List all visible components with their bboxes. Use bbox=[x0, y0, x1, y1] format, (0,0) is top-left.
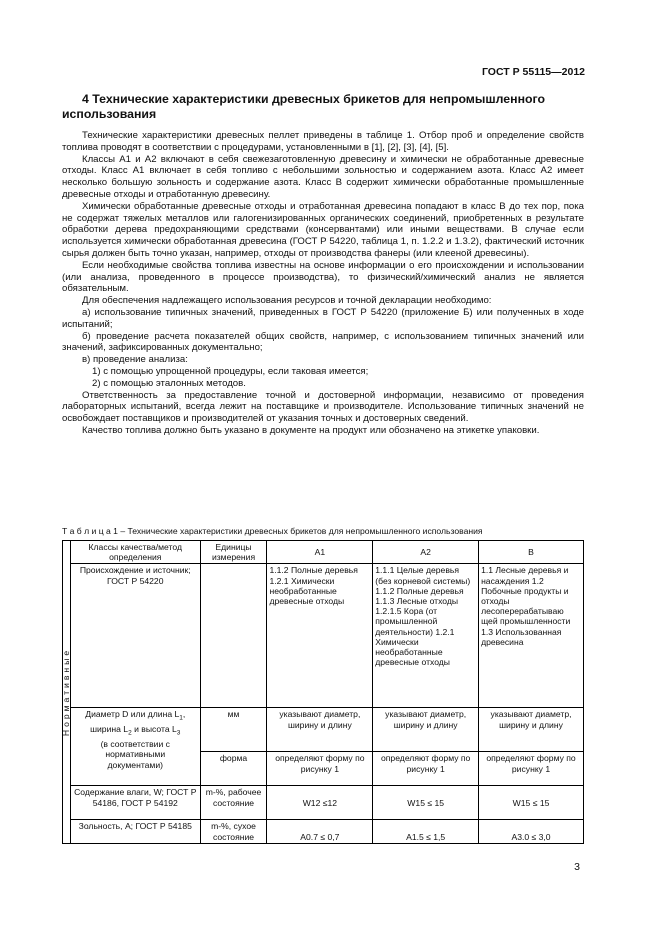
section-title: 4 Технические характеристики древесных брикетов для непромышленного использования bbox=[62, 92, 545, 121]
dimensions-a2-mm: указывают диаметр, ширину и длину bbox=[373, 708, 479, 752]
list-item: а) использование типичных значений, приведенных в ГОСТ Р 54220 (приложение Б) или полученных в ходе испытаний; bbox=[62, 306, 584, 330]
header-a1: А1 bbox=[267, 541, 373, 564]
table-row-origin bbox=[63, 564, 584, 708]
ash-property: Зольность, A; ГОСТ Р 54185 bbox=[70, 820, 200, 844]
moisture-unit: m-%, рабочее состояние bbox=[200, 786, 267, 820]
spec-table bbox=[62, 540, 584, 844]
side-label: Нормативные bbox=[61, 648, 72, 737]
moisture-a1: W12 ≤12 bbox=[267, 786, 373, 820]
dimensions-b-form: определяют форму по рисунку 1 bbox=[479, 752, 584, 786]
header-unit: Единицы измерения bbox=[200, 541, 267, 564]
page-number: 3 bbox=[574, 861, 580, 873]
table-row-ash bbox=[63, 820, 584, 844]
dimensions-a1-mm: указывают диаметр, ширину и длину bbox=[267, 708, 373, 752]
paragraph: Классы А1 и А2 включают в себя свежезаготовленную древесину и химически не обработанные древесные отходы. Класс А1 включает в себя топливо с небольшими зольностью и содержанием азота. Класс А2 имеет несколько большую зольность и содержание азота. Класс В содержит химически обработанные промышленные древесные отходы и отработанную древесину. bbox=[62, 153, 584, 200]
dimensions-unit-mm: мм bbox=[200, 708, 267, 752]
dimensions-a2-form: определяют форму по рисунку 1 bbox=[373, 752, 479, 786]
table-header-row bbox=[63, 541, 584, 564]
paragraph: Если необходимые свойства топлива известны на основе информации о его происхождении и использовании (или анализа, проведенного в процессе производства), то физический/химический анализ не является обязательным. bbox=[62, 259, 584, 295]
moisture-a2: W15 ≤ 15 bbox=[373, 786, 479, 820]
origin-property: Происхождение и источник; ГОСТ Р 54220 bbox=[70, 564, 200, 708]
origin-a1: 1.1.2 Полные деревья 1.2.1 Химически необработанные древесные отходы bbox=[267, 564, 373, 708]
ash-a1: A0.7 ≤ 0,7 bbox=[267, 820, 373, 844]
paragraph: Технические характеристики древесных пеллет приведены в таблице 1. Отбор проб и определение свойств топлива проводят в соответствии с процедурами, установленными в [1], [2], [3], [4], [5]. bbox=[62, 130, 584, 153]
dimensions-a1-form: определяют форму по рисунку 1 bbox=[267, 752, 373, 786]
paragraph: Для обеспечения надлежащего использования ресурсов и точной декларации необходимо: bbox=[82, 295, 492, 307]
origin-b: 1.1 Лесные деревья и насаждения 1.2 Побочные продукты и отходы лесоперерабатываю щей промышленности 1.3 Использованная древесина bbox=[479, 564, 584, 708]
table-caption: Т а б л и ц а 1 – Технические характеристики древесных брикетов для непромышленного использования bbox=[62, 526, 483, 536]
standard-code: ГОСТ Р 55115—2012 bbox=[481, 66, 585, 78]
sub-list-item: 1) с помощью упрощенной процедуры, если таковая имеется; bbox=[92, 365, 369, 377]
ash-b: A3.0 ≤ 3,0 bbox=[479, 820, 584, 844]
paragraph: Ответственность за предоставление точной и достоверной информации, независимо от проведения лабораторных испытаний, всегда лежит на поставщике и производителе. Использование типичных значений не освобождает поставщиков и производителей от указания точных и достоверных сведений. bbox=[62, 389, 584, 425]
sub-list-item: 2) с помощью эталонных методов. bbox=[92, 377, 246, 389]
dimensions-unit-form: форма bbox=[200, 752, 267, 786]
paragraph: Химически обработанные древесные отходы и отработанная древесина попадают в класс В до тех пор, пока не содержат тяжелых металлов или галогенизированных органических соединений, приобретенных в результате обработки дерева предохраняющими средствами (консервантами) или иными веществами. В случае если используется химически обработанная древесина (ГОСТ Р 54220, таблица 1, п. 1.2.2 и 1.3.2), фактический источник сырья должен быть точно указан, например, отходы от производства фанеры (или клееной древесины). bbox=[62, 200, 584, 259]
ash-a2: A1.5 ≤ 1,5 bbox=[373, 820, 479, 844]
moisture-property: Содержание влаги, W; ГОСТ Р 54186, ГОСТ Р 54192 bbox=[70, 786, 200, 820]
header-property: Классы качества/метод определения bbox=[70, 541, 200, 564]
origin-a2: 1.1.1 Целые деревья (без корневой системы) 1.1.2 Полные деревья 1.1.3 Лесные отходы 1.2.1.5 Кора (от промышленной деятельности) 1.2.1 Химически необработанные древесные отходы bbox=[373, 564, 479, 708]
dimensions-property: Диаметр D или длина $L_1$, ширина $L_2$ и высота $L_3$ (в соответствии с нормативными документами) bbox=[70, 708, 200, 786]
dimensions-b-mm: указывают диаметр, ширину и длину bbox=[479, 708, 584, 752]
moisture-b: W15 ≤ 15 bbox=[479, 786, 584, 820]
list-item: в) проведение анализа: bbox=[82, 354, 188, 366]
header-a2: А2 bbox=[373, 541, 479, 564]
body-text bbox=[62, 130, 584, 437]
list-item: б) проведение расчета показателей общих свойств, например, с использованием типичных значений или значений, зафиксированных документально; bbox=[62, 330, 584, 354]
header-b: В bbox=[479, 541, 584, 564]
origin-unit bbox=[200, 564, 267, 708]
paragraph: Качество топлива должно быть указано в документе на продукт или обозначено на этикетке упаковки. bbox=[82, 424, 540, 436]
ash-unit: m-%, сухое состояние bbox=[200, 820, 267, 844]
table-row-moisture bbox=[63, 786, 584, 820]
side-label-cell bbox=[63, 541, 71, 844]
table-row-dimensions bbox=[63, 708, 584, 752]
